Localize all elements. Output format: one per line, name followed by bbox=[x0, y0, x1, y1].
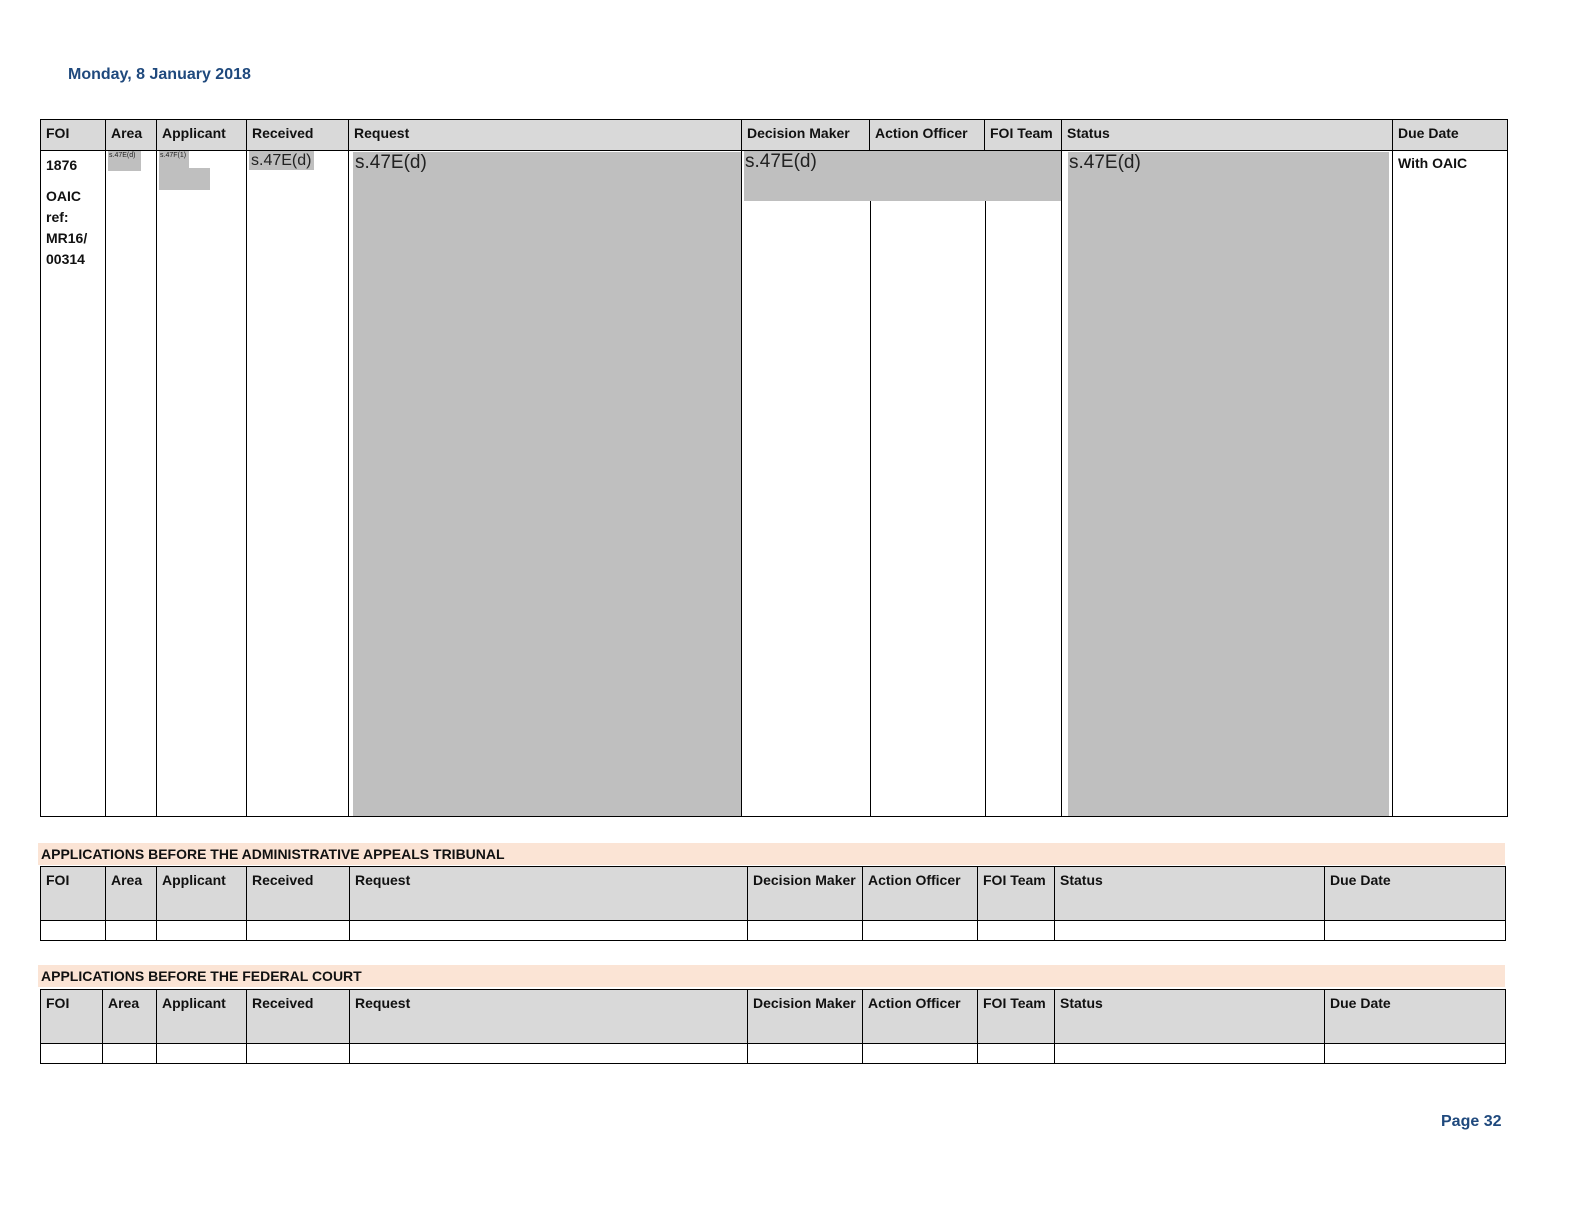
column-header-foi-team: FOI Team bbox=[978, 990, 1055, 1044]
area-redaction: s.47E(d) bbox=[108, 151, 141, 171]
empty-cell bbox=[978, 921, 1055, 941]
column-header-status: Status bbox=[1055, 867, 1325, 921]
column-header-applicant: Applicant bbox=[157, 867, 247, 921]
applicant-redaction-block bbox=[159, 168, 210, 190]
empty-cell bbox=[1325, 921, 1506, 941]
empty-cell bbox=[1055, 921, 1325, 941]
empty-cell bbox=[978, 1044, 1055, 1064]
empty-cell bbox=[863, 921, 978, 941]
foi-ref-line: MR16/ bbox=[46, 230, 88, 246]
aat-table bbox=[40, 866, 1506, 941]
decision-maker-redaction: s.47E(d) bbox=[744, 151, 1061, 201]
report-date: Monday, 8 January 2018 bbox=[68, 66, 251, 83]
column-header-request: Request bbox=[350, 867, 748, 921]
column-header-decision-maker: Decision Maker bbox=[748, 867, 863, 921]
column-header-area: Area bbox=[106, 867, 157, 921]
column-header-area: Area bbox=[103, 990, 157, 1044]
empty-cell bbox=[247, 1044, 350, 1064]
column-divider bbox=[985, 201, 986, 817]
column-header-action-officer: Action Officer bbox=[863, 990, 978, 1044]
table-header-row bbox=[41, 990, 1506, 1044]
empty-cell bbox=[748, 921, 863, 941]
table-header-row bbox=[41, 867, 1506, 921]
empty-cell bbox=[41, 1044, 103, 1064]
column-header-request: Request bbox=[349, 120, 742, 151]
foi-cell bbox=[41, 151, 106, 817]
request-cell bbox=[349, 151, 742, 817]
empty-cell bbox=[157, 921, 247, 941]
request-redaction: s.47E(d) bbox=[353, 152, 742, 817]
federal-court-section-title: APPLICATIONS BEFORE THE FEDERAL COURT bbox=[38, 965, 1505, 987]
empty-cell bbox=[1325, 1044, 1506, 1064]
due-date-cell bbox=[1393, 151, 1508, 817]
column-header-foi: FOI bbox=[41, 120, 106, 151]
empty-cell bbox=[350, 921, 748, 941]
table-row bbox=[41, 1044, 1506, 1064]
column-header-foi-team: FOI Team bbox=[985, 120, 1062, 151]
page-number: Page 32 bbox=[1441, 1113, 1502, 1130]
applicant-redaction: s.47F(1) bbox=[159, 151, 189, 169]
received-cell bbox=[247, 151, 349, 817]
foi-register-table bbox=[40, 119, 1508, 817]
empty-cell bbox=[748, 1044, 863, 1064]
column-header-foi-team: FOI Team bbox=[978, 867, 1055, 921]
column-header-due-date: Due Date bbox=[1393, 120, 1508, 151]
status-cell bbox=[1062, 151, 1393, 817]
column-header-received: Received bbox=[247, 120, 349, 151]
column-header-action-officer: Action Officer bbox=[870, 120, 985, 151]
foi-ref-line: ref: bbox=[46, 209, 69, 225]
column-header-received: Received bbox=[247, 990, 350, 1044]
table-row bbox=[41, 921, 1506, 941]
foi-number: 1876 bbox=[46, 157, 78, 173]
column-header-foi: FOI bbox=[41, 990, 103, 1044]
column-header-applicant: Applicant bbox=[157, 120, 247, 151]
empty-cell bbox=[863, 1044, 978, 1064]
column-header-status: Status bbox=[1062, 120, 1393, 151]
column-divider bbox=[870, 201, 871, 817]
table-row bbox=[41, 151, 1508, 817]
column-header-decision-maker: Decision Maker bbox=[748, 990, 863, 1044]
empty-cell bbox=[247, 921, 350, 941]
empty-cell bbox=[157, 1044, 247, 1064]
column-header-received: Received bbox=[247, 867, 350, 921]
empty-cell bbox=[103, 1044, 157, 1064]
empty-cell bbox=[1055, 1044, 1325, 1064]
empty-cell bbox=[41, 921, 106, 941]
column-header-request: Request bbox=[350, 990, 748, 1044]
column-header-due-date: Due Date bbox=[1325, 990, 1506, 1044]
foi-ref-line: 00314 bbox=[46, 251, 85, 267]
column-header-applicant: Applicant bbox=[157, 990, 247, 1044]
column-header-area: Area bbox=[106, 120, 157, 151]
table-header-row bbox=[41, 120, 1508, 151]
empty-cell bbox=[350, 1044, 748, 1064]
foi-ref-line: OAIC bbox=[46, 188, 81, 204]
status-redaction: s.47E(d) bbox=[1068, 152, 1389, 817]
column-header-decision-maker: Decision Maker bbox=[742, 120, 870, 151]
federal-court-table bbox=[40, 989, 1506, 1064]
column-header-action-officer: Action Officer bbox=[863, 867, 978, 921]
decision-maker-cell bbox=[742, 151, 1062, 817]
applicant-cell bbox=[157, 151, 247, 817]
area-cell bbox=[106, 151, 157, 817]
column-header-due-date: Due Date bbox=[1325, 867, 1506, 921]
due-date-value: With OAIC bbox=[1398, 155, 1468, 171]
empty-cell bbox=[106, 921, 157, 941]
aat-section-title: APPLICATIONS BEFORE THE ADMINISTRATIVE APPEALS TRIBUNAL bbox=[38, 843, 1505, 865]
column-header-foi: FOI bbox=[41, 867, 106, 921]
column-header-status: Status bbox=[1055, 990, 1325, 1044]
received-redaction: s.47E(d) bbox=[249, 151, 314, 170]
